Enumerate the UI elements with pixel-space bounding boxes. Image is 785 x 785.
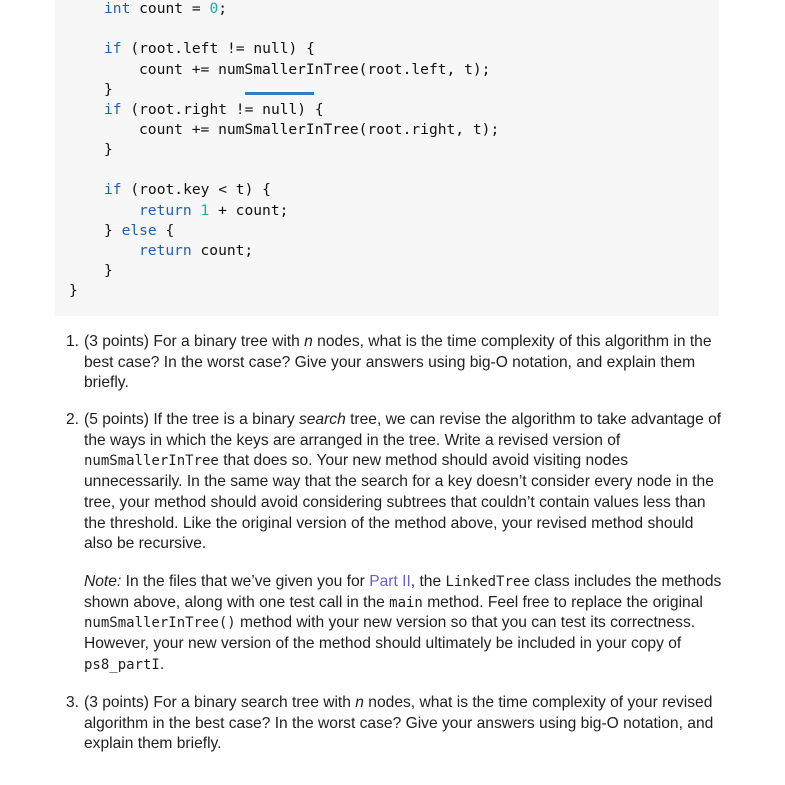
part-ii-link[interactable]: Part II [369,573,411,590]
code-text: { [156,222,175,239]
code-line-7: } [104,141,113,158]
inline-code: ps8_partI [84,656,160,673]
note-paragraph [84,572,724,676]
note-text: . [159,655,165,673]
question-2 [84,410,724,555]
code-text: + count; [209,202,289,219]
note-text: class includes the methods shown above, along with one test call in the [84,573,722,611]
code-text: count = [130,0,210,17]
variable: n [355,694,364,711]
code-line-9 [139,201,288,221]
code-text: } [104,222,122,239]
question-text: nodes, what is the time complexity of this algorithm in the best case? In the worst case? Give your answers using big-O notation, and explain them briefly. [84,333,712,392]
code-line-13: } [69,282,78,299]
emphasis: search [298,411,346,428]
code-block [55,0,719,316]
inline-code: numSmallerInTree [84,453,219,470]
code-text: (root.key < t) { [121,181,271,198]
code-line-12: } [104,262,113,279]
question-number: 2. [66,411,80,428]
question-text: (5 points) If the tree is a binary [84,411,299,428]
code-line-8 [104,180,271,200]
note-text: In the files that we’ve given you for [121,573,370,590]
code-text: ; [218,0,228,17]
question-3 [84,693,724,755]
question-text: (3 points) For a binary tree with [84,333,305,350]
note-text: method with your new version so that you can test its correctness. However, your new version of the method should ultimately be included in your copy of [84,614,696,653]
keyword: if [104,101,122,118]
code-line-6: count += numSmallerInTree(root.right, t); [139,121,500,138]
text-cursor-underline [245,92,314,95]
keyword: if [104,40,122,57]
question-number: 1. [66,333,80,350]
code-line-5 [104,100,324,120]
keyword: else [121,222,157,239]
note-text: method. Feel free to replace the original [422,593,703,611]
note-text: , the [410,573,446,590]
code-line-1 [104,0,227,19]
number-literal: 0 [209,0,219,17]
question-text: (3 points) For a binary search tree with [84,694,356,711]
question-text: nodes, what is the time complexity of your revised algorithm in the best case? In the worst case? Give your answers using big-O notation, and explain them briefly. [84,694,714,753]
code-text: count; [191,242,254,259]
keyword: int [104,0,131,17]
code-line-3: count += numSmallerInTree(root.left, t); [139,61,491,78]
keyword: if [104,181,122,198]
inline-code: main [389,594,423,611]
inline-code: numSmallerInTree() [84,615,236,632]
question-text: that does so. Your new method should avoid visiting nodes unnecessarily. In the same way that the search for a key doesn’t consider every node in the tree, your method should avoid considering subtrees that couldn’t contain values less than the threshold. Like the original version of the method above, your revised method should also be recursive. [84,452,714,553]
inline-code: LinkedTree [445,574,530,590]
code-text: (root.right != null) { [121,101,324,118]
variable: n [304,333,313,350]
code-line-2 [104,39,315,59]
code-line-11 [139,241,253,261]
keyword: return [139,202,192,219]
question-1 [84,332,724,394]
code-line-4: } [104,81,113,98]
keyword: return [139,242,192,259]
number-literal: 1 [200,202,210,219]
code-text: (root.left != null) { [121,40,315,57]
question-text: tree, we can revise the algorithm to take advantage of the ways in which the keys are arranged in the tree. Write a revised version of [84,411,722,449]
code-line-10 [104,221,174,241]
question-number: 3. [66,694,80,711]
note-label: Note: [84,573,122,590]
